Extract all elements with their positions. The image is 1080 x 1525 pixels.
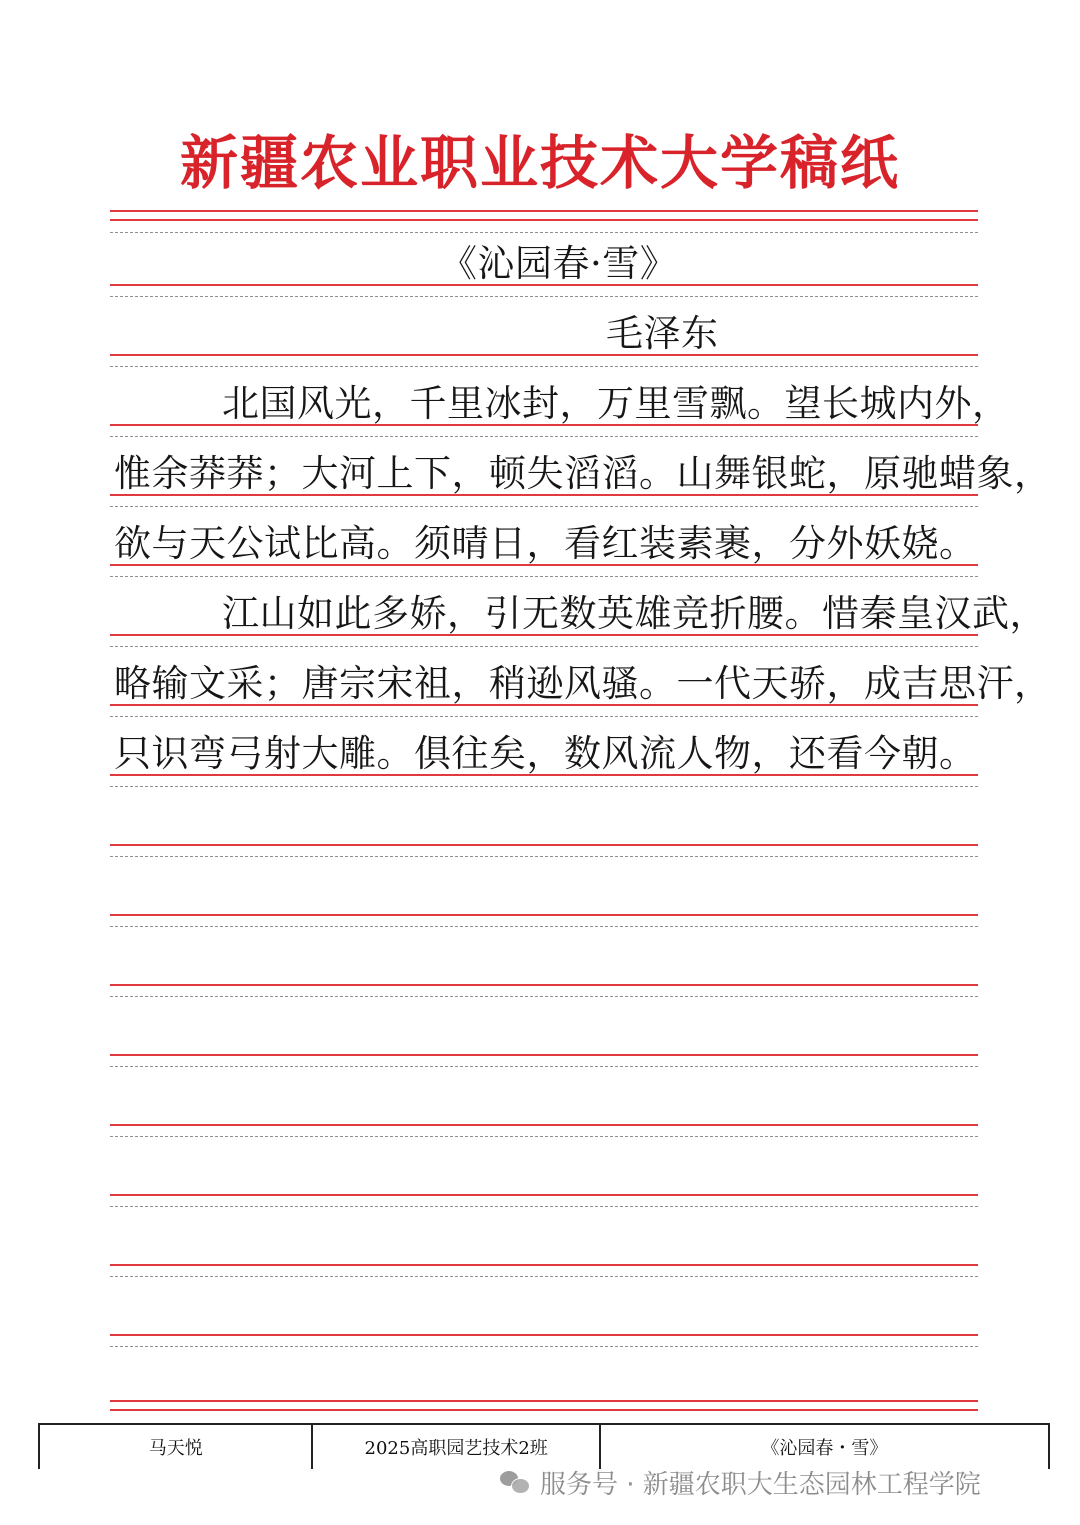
rule-line xyxy=(110,1124,978,1126)
guide-line xyxy=(110,232,978,233)
watermark-text: 服务号 · 新疆农职大生态园林工程学院 xyxy=(540,1469,981,1500)
guide-line xyxy=(110,436,978,437)
guide-line xyxy=(110,1346,978,1347)
guide-line xyxy=(110,1136,978,1137)
guide-line xyxy=(110,296,978,297)
rule-line xyxy=(110,1334,978,1336)
guide-line xyxy=(110,1206,978,1207)
guide-line xyxy=(110,996,978,997)
poem-line: 江山如此多娇，引无数英雄竞折腰。惜秦皇汉武， xyxy=(222,592,1047,635)
poem-title: 《沁园春·雪》 xyxy=(440,242,678,285)
poem-line: 欲与天公试比高。须晴日，看红装素裹，分外妖娆。 xyxy=(114,522,977,565)
wechat-icon xyxy=(500,1469,530,1495)
guide-line xyxy=(110,786,978,787)
student-name: 马天悦 xyxy=(38,1425,313,1469)
double-rule-top xyxy=(110,210,978,212)
poem-line: 北国风光，千里冰封，万里雪飘。望长城内外， xyxy=(222,382,1010,425)
rule-line xyxy=(110,1054,978,1056)
guide-line xyxy=(110,1066,978,1067)
paper-heading: 新疆农业职业技术大学稿纸 xyxy=(179,129,900,197)
poem-line: 惟余莽莽；大河上下，顿失滔滔。山舞银蛇，原驰蜡象， xyxy=(114,452,1052,495)
double-rule-bottom xyxy=(110,1400,978,1402)
poem-line: 只识弯弓射大雕。俱往矣，数风流人物，还看今朝。 xyxy=(114,732,977,775)
watermark xyxy=(500,1458,981,1506)
guide-line xyxy=(110,506,978,507)
class-name: 2025高职园艺技术2班 xyxy=(313,1425,600,1469)
guide-line xyxy=(110,856,978,857)
poem-line: 略输文采；唐宗宋祖，稍逊风骚。一代天骄，成吉思汗， xyxy=(114,662,1052,705)
rule-line xyxy=(110,844,978,846)
guide-line xyxy=(110,646,978,647)
guide-line xyxy=(110,1276,978,1277)
rule-line xyxy=(110,984,978,986)
guide-line xyxy=(110,576,978,577)
rule-line xyxy=(110,1264,978,1266)
rule-line xyxy=(110,914,978,916)
poem-author: 毛泽东 xyxy=(606,312,719,355)
work-title: 《沁园春・雪》 xyxy=(601,1425,1050,1469)
double-rule-top-2 xyxy=(110,219,978,221)
guide-line xyxy=(110,366,978,367)
rule-line xyxy=(110,354,978,356)
rule-line xyxy=(110,1194,978,1196)
double-rule-bottom-2 xyxy=(110,1409,978,1411)
guide-line xyxy=(110,716,978,717)
guide-line xyxy=(110,926,978,927)
